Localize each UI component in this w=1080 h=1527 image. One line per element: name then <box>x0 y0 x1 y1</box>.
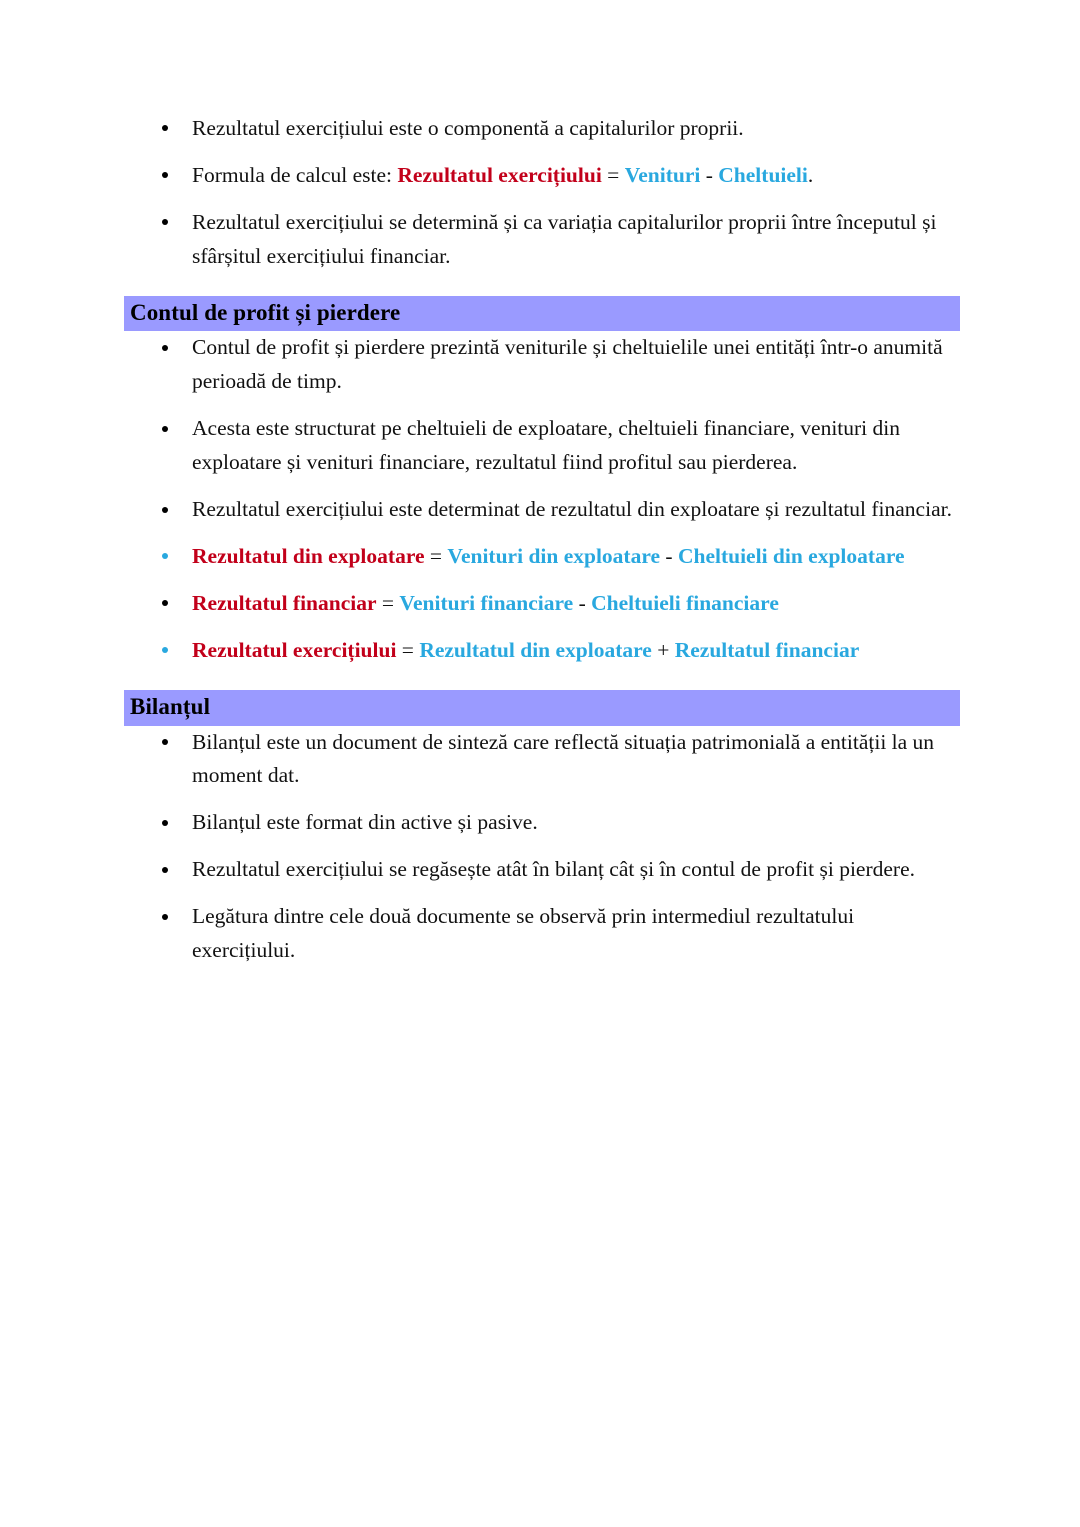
bullet-dot-icon <box>162 914 168 920</box>
formula-operator-minus: - <box>573 591 592 616</box>
bullet-text: Rezultatul exercițiului se determină și ca variația capitalurilor proprii între începutul și sfârșitul exercițiului financiar. <box>192 209 937 268</box>
formula-operator-minus: - <box>660 544 678 569</box>
document-content <box>124 112 960 968</box>
list-item <box>124 112 960 146</box>
bullet-text: Rezultatul exercițiului este determinat de rezultatul din exploatare și rezultatul financiar. <box>192 497 952 522</box>
formula-blue-term-1: Venituri din exploatare <box>447 544 661 569</box>
formula-blue-term-1: Venituri financiare <box>399 591 574 616</box>
section-header-profit-loss <box>124 296 960 331</box>
list-item <box>124 331 960 399</box>
formula-red-term: Rezultatul exercițiului <box>192 638 397 663</box>
list-item <box>124 726 960 794</box>
list-item <box>124 493 960 527</box>
bullet-dot-icon <box>162 507 168 513</box>
bullet-dot-icon <box>162 867 168 873</box>
formula-lead-text: Formula de calcul este: <box>192 162 398 187</box>
formula-operator-equals: = <box>601 162 625 187</box>
bullet-text: Rezultatul exercițiului este o componentă a capitalurilor proprii. <box>192 116 744 140</box>
bullet-dot-icon <box>162 426 168 432</box>
bullet-dot-icon <box>162 172 168 178</box>
bullet-dot-icon <box>162 600 168 606</box>
list-item-formula-exercise-result <box>124 634 960 668</box>
formula-blue-term-2: Cheltuieli financiare <box>591 591 779 616</box>
bullet-dot-icon <box>162 219 168 225</box>
formula-operator-equals: = <box>396 638 420 663</box>
bullet-text: Rezultatul exercițiului se regăsește atât în bilanț cât și în contul de profit și pierdere. <box>192 857 915 882</box>
list-item <box>124 206 960 274</box>
list-item-formula-intro <box>124 159 960 193</box>
bullet-text: Contul de profit și pierdere prezintă veniturile și cheltuielile unei entități într-o anumită perioadă de timp. <box>192 335 943 394</box>
profit-loss-bullet-list <box>124 331 960 668</box>
section-title: Contul de profit și pierdere <box>130 299 401 325</box>
formula-period: . <box>807 162 814 187</box>
list-item <box>124 412 960 480</box>
list-item-formula-financial-result <box>124 587 960 621</box>
list-item <box>124 900 960 968</box>
formula-operator-equals: = <box>376 591 400 616</box>
section-header-balance-sheet <box>124 690 960 725</box>
balance-sheet-bullet-list <box>124 726 960 969</box>
bullet-text: Acesta este structurat pe cheltuieli de exploatare, cheltuieli financiare, venituri din exploatare și venituri financiare, rezultatul fiind profitul sau pierderea. <box>192 416 900 475</box>
bullet-text: Bilanțul este un document de sinteză care reflectă situația patrimonială a entității la un moment dat. <box>192 729 935 788</box>
formula-red-term: Rezultatul din exploatare <box>192 544 425 569</box>
bullet-dot-icon <box>162 125 168 131</box>
section-title: Bilanțul <box>130 694 211 720</box>
list-item <box>124 806 960 840</box>
bullet-dot-icon <box>162 739 168 745</box>
bullet-dot-icon <box>162 345 168 351</box>
intro-bullet-list <box>124 112 960 274</box>
formula-blue-term-2: Cheltuieli din exploatare <box>677 544 905 569</box>
formula-operator-minus: - <box>700 162 719 187</box>
formula-operator-equals: = <box>424 544 448 569</box>
formula-red-term: Rezultatul financiar <box>192 591 377 616</box>
formula-blue-term-2: Rezultatul financiar <box>674 638 860 663</box>
formula-blue-term-2: Cheltuieli <box>718 162 808 187</box>
formula-red-term: Rezultatul exercițiului <box>397 162 602 187</box>
bullet-text: Legătura dintre cele două documente se observă prin intermediul rezultatului exercițiului. <box>192 904 855 963</box>
bullet-dot-icon <box>162 553 168 559</box>
list-item <box>124 853 960 887</box>
bullet-text: Bilanțul este format din active și pasive. <box>192 810 538 835</box>
list-item-formula-operating-result <box>124 540 960 574</box>
bullet-dot-icon <box>162 647 168 653</box>
bullet-dot-icon <box>162 820 168 826</box>
formula-operator-plus: + <box>651 638 675 663</box>
formula-blue-term-1: Rezultatul din exploatare <box>419 638 652 663</box>
formula-blue-term-1: Venituri <box>624 162 701 187</box>
